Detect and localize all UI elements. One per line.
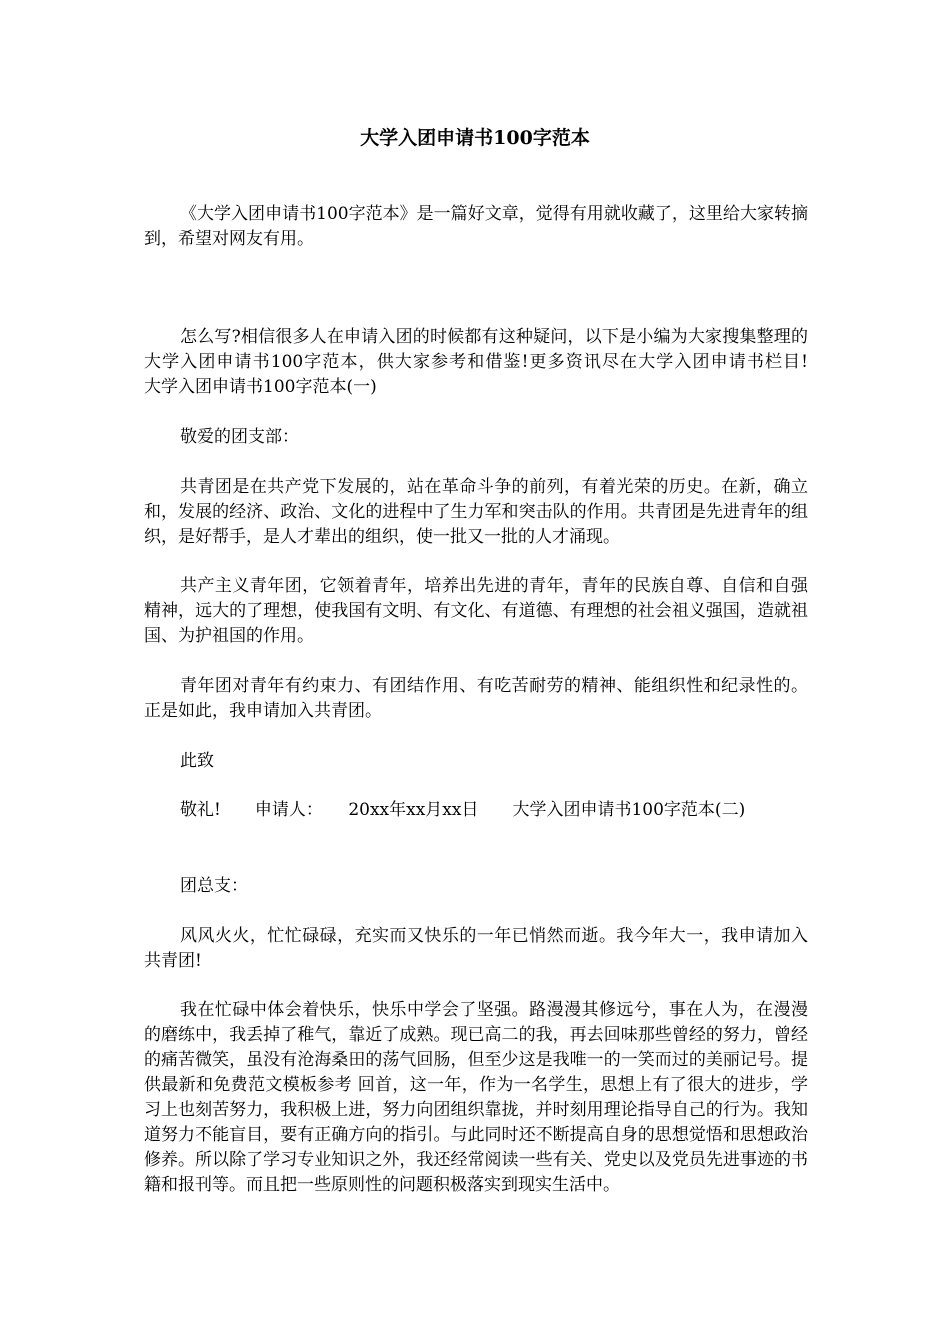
body-paragraph: 青年团对青年有约束力、有团结作用、有吃苦耐劳的精神、能组织性和纪录性的。正是如此，我申请加入共青团。: [144, 676, 808, 721]
body-paragraph: 共产主义青年团，它领着青年，培养出先进的青年，青年的民族自尊、自信和自强精神，远大的了理想，使我国有文明、有文化、有道德、有理想的社会祖义强国，造就祖国、为护祖国的作用。: [144, 576, 808, 646]
closing-line: 此致: [180, 751, 214, 771]
body-paragraph: 我在忙碌中体会着快乐，快乐中学会了坚强。路漫漫其修远兮，事在人为，在漫漫的磨练中，我丢掉了稚气，靠近了成熟。现已高二的我，再去回味那些曾经的努力，曾经的痛苦微笑，虽没有沧海桑田的荡气回肠，但至少这是我唯一的一笑而过的美丽记号。提供最新和免费范文模板参考 回首，这一年，作为一名学生，思想上有了很大的进步，学习上也刻苦努力，我积极上进，努力向团组织靠拢，并时刻用理论指导自己的行为。我知道努力不能盲目，要有正确方向的指引。与此同时还不断提高自身的思想觉悟和思想政治修养。所以除了学习专业知识之外，我还经常阅读一些有关、党史以及党员先进事迹的书籍和报刊等。而且把一些原则性的问题积极落实到现实生活中。: [144, 1000, 808, 1195]
body-paragraph: 共青团是在共产党下发展的，站在革命斗争的前列，有着光荣的历史。在新，确立和，发展的经济、政治、文化的进程中了生力军和突击队的作用。共青团是先进青年的组织，是好帮手，是人才辈出的组织，使一批又一批的人才涌现。: [144, 477, 808, 547]
salutation-2: 团总支：: [180, 876, 248, 896]
intro-paragraph: 《大学入团申请书100字范本》是一篇好文章，觉得有用就收藏了，这里给大家转摘到，希望对网友有用。: [144, 204, 808, 249]
signature-line: 敬礼! 申请人： 20xx年xx月xx日 大学入团申请书100字范本(二): [180, 800, 746, 820]
salutation-1: 敬爱的团支部：: [180, 427, 299, 447]
document-title: 大学入团申请书100字范本: [360, 127, 590, 149]
body-paragraph: 风风火火，忙忙碌碌，充实而又快乐的一年已悄然而逝。我今年大一，我申请加入共青团!: [144, 926, 808, 971]
overview-paragraph: 怎么写?相信很多人在申请入团的时候都有这种疑问，以下是小编为大家搜集整理的大学入团申请书100字范本，供大家参考和借鉴!更多资讯尽在大学入团申请书栏目! 大学入团申请书100字范本(一): [144, 327, 842, 397]
